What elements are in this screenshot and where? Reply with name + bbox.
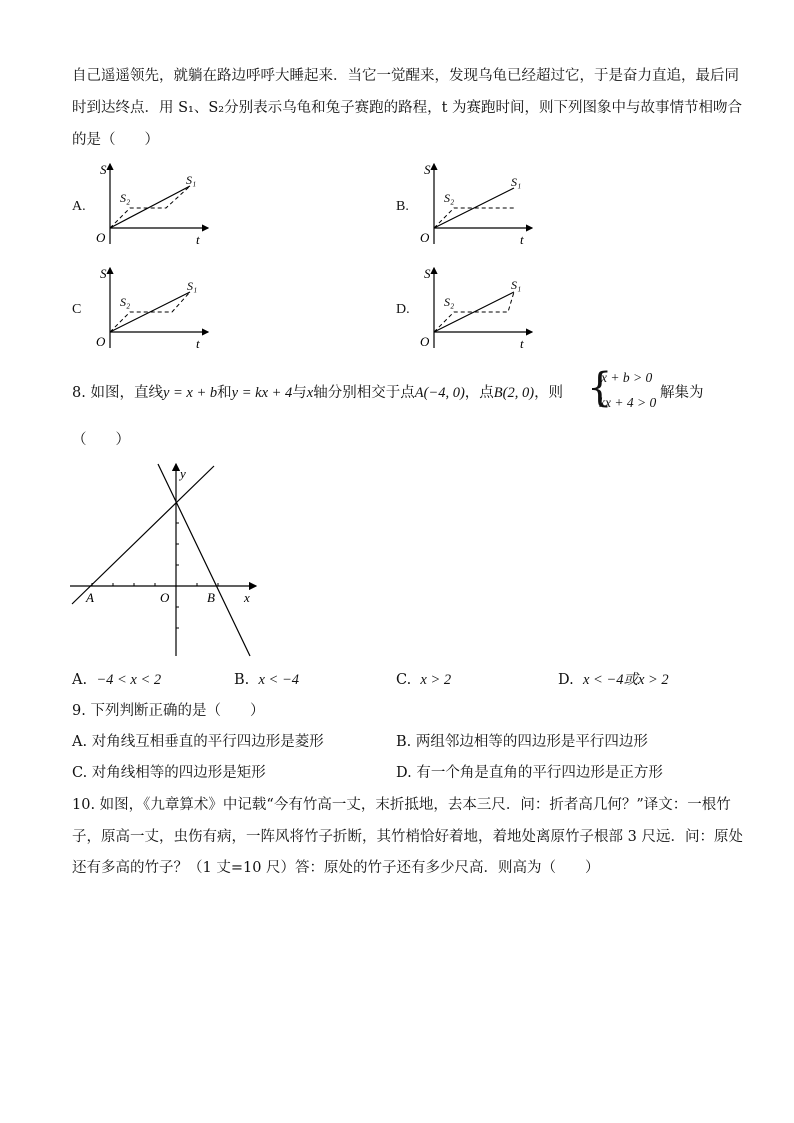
t-label: t (196, 336, 200, 351)
q8-option-a-text: −4 < x < 2 (96, 672, 162, 688)
q8-equation-1: y = x + b (162, 385, 218, 401)
q7-option-a-label[interactable]: A. (72, 199, 86, 214)
q7-option-c-label[interactable]: C (72, 302, 82, 317)
q8-suffix: 解集为 (660, 385, 704, 401)
q7-option-d-graph[interactable] (412, 262, 542, 354)
s-label: S (424, 266, 431, 281)
t-label: t (196, 232, 200, 247)
q8-option-d-text: x < −4或x > 2 (582, 672, 669, 688)
q9-option-b[interactable]: B. 两组邻边相等的四边形是平行四边形 (396, 734, 648, 750)
line-y-equals-kx-plus-4 (158, 464, 250, 656)
x-label: x (244, 590, 250, 605)
s2-label: S₂ (120, 191, 131, 205)
q8-then: ，则 (534, 385, 564, 401)
q9-option-d[interactable]: D. 有一个角是直角的平行四边形是正方形 (396, 765, 663, 781)
q8-axis: x (306, 385, 314, 401)
o-label: O (420, 334, 430, 349)
s-label: S (424, 162, 431, 177)
q7-line-2: 时到达终点．用 S₁、S₂分别表示乌龟和兔子赛跑的路程，t 为赛跑时间，则下列图象中与故事情节相吻合 (72, 100, 743, 116)
q8-comma: ，点 (464, 385, 494, 401)
q8-mid2: 轴分别相交于点 (313, 385, 415, 401)
t-label: t (520, 336, 524, 351)
q9-stem: 9. 下列判断正确的是（ ） (72, 703, 265, 719)
s-label: S (100, 266, 107, 281)
q8-system-line-2: kx + 4 > 0 (599, 395, 657, 410)
q8-option-c-label: C. (396, 672, 412, 688)
q10-line-3: 还有多高的竹子？（1 丈=10 尺）答：原处的竹子还有多少尺高．则高为（ ） (72, 860, 600, 876)
t-label: t (520, 232, 524, 247)
q8-point-a: A(−4, 0) (414, 385, 465, 401)
q10-line-1: 10. 如图，《九章算术》中记载“今有竹高一丈，末折抵地，去本三尺．问：折者高几何？”译文：一根竹 (72, 797, 731, 813)
q8-point-b: B(2, 0) (493, 385, 535, 401)
q7-option-d-label[interactable]: D. (396, 302, 410, 317)
s1-label: S₁ (511, 175, 522, 189)
q8-option-c[interactable] (396, 670, 451, 690)
q8-equation-2: y = kx + 4 (231, 385, 293, 401)
q8-mid: 与 (292, 385, 307, 401)
s2-label: S₂ (120, 295, 131, 309)
q8-option-b-text: x < −4 (258, 672, 299, 688)
q10-line-2: 子，原高一丈，虫伤有病，一阵风将竹子折断，其竹梢恰好着地，着地处离原竹子根部 3 尺远．问：原处 (72, 829, 743, 845)
q8-system-brace: { (587, 365, 613, 411)
point-b-label: B (207, 590, 215, 605)
q8-option-b-label: B. (234, 672, 250, 688)
q8-stem (72, 383, 563, 403)
q9-option-a[interactable]: A. 对角线互相垂直的平行四边形是菱形 (72, 734, 324, 750)
o-label: O (96, 230, 106, 245)
q8-option-b[interactable] (234, 670, 299, 690)
s-label: S (100, 162, 107, 177)
s2-label: S₂ (444, 295, 455, 309)
origin-label: O (160, 590, 170, 605)
q8-option-a[interactable] (72, 670, 161, 690)
q8-and: 和 (217, 385, 232, 401)
q7-option-a-graph[interactable] (88, 158, 218, 250)
q8-prefix: 8. 如图，直线 (72, 385, 163, 401)
q7-option-b-label[interactable]: B. (396, 199, 409, 214)
q7-line-1: 自己遥遥领先，就躺在路边呼呼大睡起来．当它一觉醒来，发现乌龟已经超过它，于是奋力直追，最后同 (72, 68, 739, 84)
y-label: y (180, 466, 186, 481)
o-label: O (420, 230, 430, 245)
point-a-label: A (86, 590, 94, 605)
s1-label: S₁ (187, 279, 198, 293)
q7-option-b-graph[interactable] (412, 158, 542, 250)
q7-option-c-graph[interactable] (88, 262, 218, 354)
q8-option-a-label: A. (72, 672, 88, 688)
o-label: O (96, 334, 106, 349)
s2-line (434, 208, 514, 228)
q8-option-d-label: D. (558, 672, 574, 688)
q8-graph (66, 460, 266, 660)
q9-option-c[interactable]: C. 对角线相等的四边形是矩形 (72, 765, 266, 781)
s1-label: S₁ (511, 278, 522, 292)
q8-answer-paren: （ ） (72, 432, 130, 448)
line-y-equals-x-plus-b (72, 466, 214, 604)
s2-label: S₂ (444, 191, 455, 205)
q8-option-c-text: x > 2 (420, 672, 452, 688)
q8-system-line-1: x + b > 0 (601, 370, 653, 385)
q8-option-d[interactable] (558, 670, 669, 690)
q7-line-3: 的是（ ） (72, 132, 159, 148)
s1-label: S₁ (186, 173, 197, 187)
